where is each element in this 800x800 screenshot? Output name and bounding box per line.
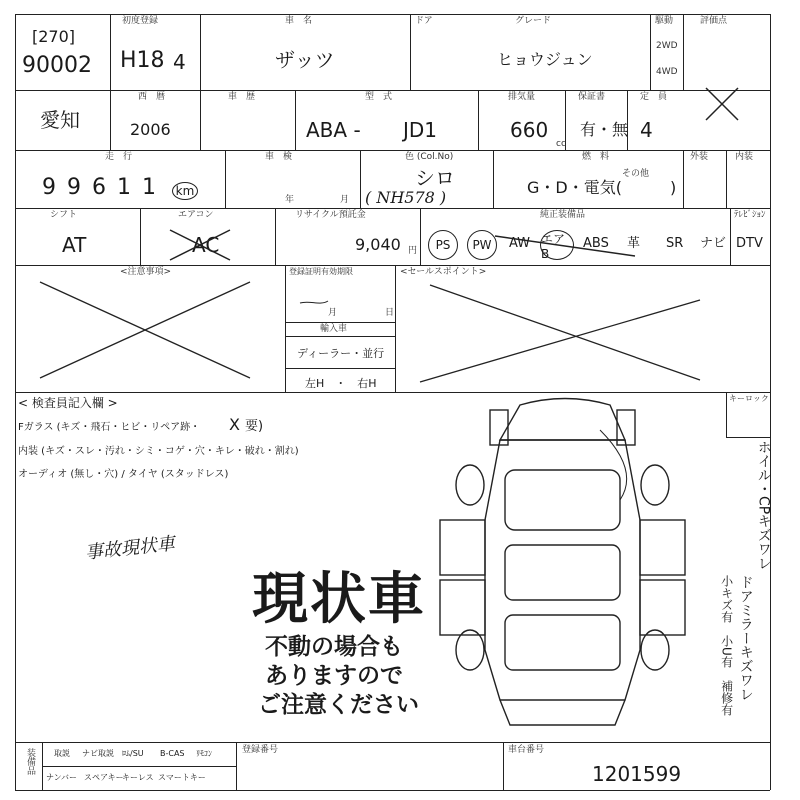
equip-aw: AW <box>509 236 531 251</box>
stamp-line3: ご注意ください <box>258 692 419 718</box>
footer-items-header: 装備品 <box>25 748 35 775</box>
inspector-line3: オーディオ (無し・穴) / タイヤ (スタッドレス) <box>18 469 229 480</box>
color-code: ( NH578 ) <box>365 188 447 207</box>
keylock-label: キーロック <box>729 394 769 403</box>
first-reg: H18 <box>120 48 165 73</box>
sales-x-2 <box>420 300 700 382</box>
grade-header: グレード <box>515 16 552 26</box>
reg-note-scribble <box>300 301 328 303</box>
tv-value: DTV <box>736 236 763 251</box>
shift-value: AT <box>62 233 87 257</box>
car-door-right-front <box>640 520 685 575</box>
inspection-year: 年 <box>285 195 295 205</box>
stamp-line2: ありますので <box>265 663 403 689</box>
car-door-left-rear <box>440 580 485 635</box>
footer-item-7: スペアキー <box>84 773 124 782</box>
car-diagram <box>440 399 685 726</box>
inspector-title: < 検査員記入欄 > <box>18 396 118 410</box>
footer-item-8: キーレス <box>122 773 154 782</box>
ac-header: エアコン <box>178 210 214 220</box>
handle-value: 左H ・ 右H <box>305 377 377 390</box>
equipment-header: 純正装備品 <box>540 210 586 220</box>
fuel-value: G・D・電気( ) <box>527 178 677 197</box>
chassis-number: 1201599 <box>592 762 682 786</box>
handwritten-note: 事故現状車 <box>84 533 176 564</box>
equip-pw-label: PW <box>472 238 492 252</box>
car-door-left-front <box>440 520 485 575</box>
stamp-title: 現状車 <box>252 567 426 632</box>
car-middle <box>505 545 620 600</box>
equip-leather: 革 <box>627 236 641 251</box>
inspection-header: 車 検 <box>265 152 293 162</box>
model-code: JD1 <box>403 118 438 142</box>
interior-header: 内装 <box>735 152 754 162</box>
exterior-header: 外装 <box>690 152 709 162</box>
first-reg-month: 4 <box>173 50 186 74</box>
footer-item-5: ﾘﾓｺﾝ <box>196 749 212 758</box>
tv-header: ﾃﾚﾋﾞｼｮﾝ <box>734 210 766 220</box>
capacity-value: 4 <box>640 118 653 142</box>
model-header: 車 名 <box>285 16 313 26</box>
import-value: ディーラー・並行 <box>297 347 385 360</box>
grade-value: ヒョウジュン <box>497 50 593 69</box>
drive-header: 駆動 <box>655 16 674 26</box>
stamp-line1: 不動の場合も <box>265 634 403 660</box>
vertical-note-3: 小キズ有 小U有 補修有 <box>719 575 734 716</box>
type-header: 型 式 <box>365 92 393 102</box>
reg-number-header: 登録番号 <box>242 745 279 755</box>
lot-bracket: [270] <box>32 27 76 46</box>
door-header: ドア <box>415 16 433 26</box>
car-wheel-fr <box>641 465 669 505</box>
equip-ps-label: PS <box>435 238 451 252</box>
import-header: 輸入車 <box>320 324 348 334</box>
equip-strike <box>495 236 635 256</box>
car-body <box>485 440 640 700</box>
drive-2wd: 2WD <box>656 41 678 51</box>
car-wheel-fl <box>456 465 484 505</box>
car-windshield <box>500 399 625 441</box>
score-header: 評価点 <box>700 16 728 26</box>
car-wheel-rl <box>456 630 484 670</box>
chassis-header: 車台番号 <box>508 745 545 755</box>
year-value: 2006 <box>130 120 171 139</box>
car-roof <box>505 470 620 530</box>
cc-unit: cc <box>556 139 566 149</box>
mileage-header: 走 行 <box>105 152 133 162</box>
inspector-line1-mark: X <box>229 415 240 434</box>
shift-header: シフト <box>50 210 78 220</box>
first-reg-header: 初度登録 <box>122 16 159 26</box>
vertical-note-1: ホイル・CPキズワレ <box>755 440 772 571</box>
equip-navi: ナビ <box>700 236 727 251</box>
reg-day: 日 <box>385 308 395 318</box>
year-header: 西 暦 <box>138 92 166 102</box>
recycle-unit: 円 <box>408 246 418 256</box>
footer-item-4: B-CAS <box>160 749 185 758</box>
footer-item-1: 取説 <box>54 749 70 758</box>
sales-x-1 <box>430 285 700 380</box>
km-unit: km <box>175 184 195 198</box>
inspector-line1-end: 要) <box>245 419 264 434</box>
inspection-month: 月 <box>340 195 350 205</box>
vertical-note-2: ドアミラーキズワレ <box>737 575 754 701</box>
region: 愛知 <box>40 108 80 132</box>
color-header: 色 (Col.No) <box>405 152 454 162</box>
footer-item-2: ナビ取説 <box>82 749 114 758</box>
footer-item-6: ナンバー <box>46 773 78 782</box>
equip-airbag-label: エアB <box>541 231 566 261</box>
warranty-value: 有・無 <box>580 120 629 139</box>
displacement: 660 <box>510 118 549 142</box>
footer-item-9: スマートキー <box>158 773 206 782</box>
recycle-fee: 9,040 <box>355 235 401 254</box>
drive-4wd: 4WD <box>656 67 678 77</box>
sales-point-header: <セールスポイント> <box>400 267 487 277</box>
car-rear <box>505 615 620 670</box>
lot-number: 90002 <box>22 53 92 78</box>
reg-month: 月 <box>328 308 338 318</box>
warranty-header: 保証書 <box>578 92 606 102</box>
fuel-header: 燃 料 <box>582 152 610 162</box>
history-header: 車 歴 <box>228 92 256 102</box>
reg-expiry-header: 登録証明有効期限 <box>289 267 353 276</box>
equip-sr: SR <box>666 236 684 251</box>
inspector-line1: Fガラス (キズ・飛石・ヒビ・リペア跡・ <box>18 422 201 433</box>
recycle-header: リサイクル預託金 <box>295 210 366 220</box>
cc-header: 排気量 <box>508 92 536 102</box>
car-name: ザッツ <box>275 48 335 72</box>
ac-value: AC <box>192 233 220 257</box>
color-value: シロ <box>415 166 455 190</box>
model-code-prefix: ABA - <box>306 118 361 142</box>
footer-item-3: ﾛﾑ/SU <box>122 749 144 758</box>
equip-abs: ABS <box>583 236 609 251</box>
capacity-header: 定 員 <box>640 92 668 102</box>
car-wheel-rr <box>641 630 669 670</box>
car-door-right-rear <box>640 580 685 635</box>
car-rear-bumper <box>500 700 625 725</box>
fuel-other: その他 <box>622 169 650 179</box>
inspector-line2: 内装 (キズ・スレ・汚れ・シミ・コゲ・穴・キレ・破れ・割れ) <box>18 446 299 457</box>
mileage-value: 9 9 6 1 1 <box>42 175 158 200</box>
notes-header: <注意事項> <box>120 267 172 277</box>
